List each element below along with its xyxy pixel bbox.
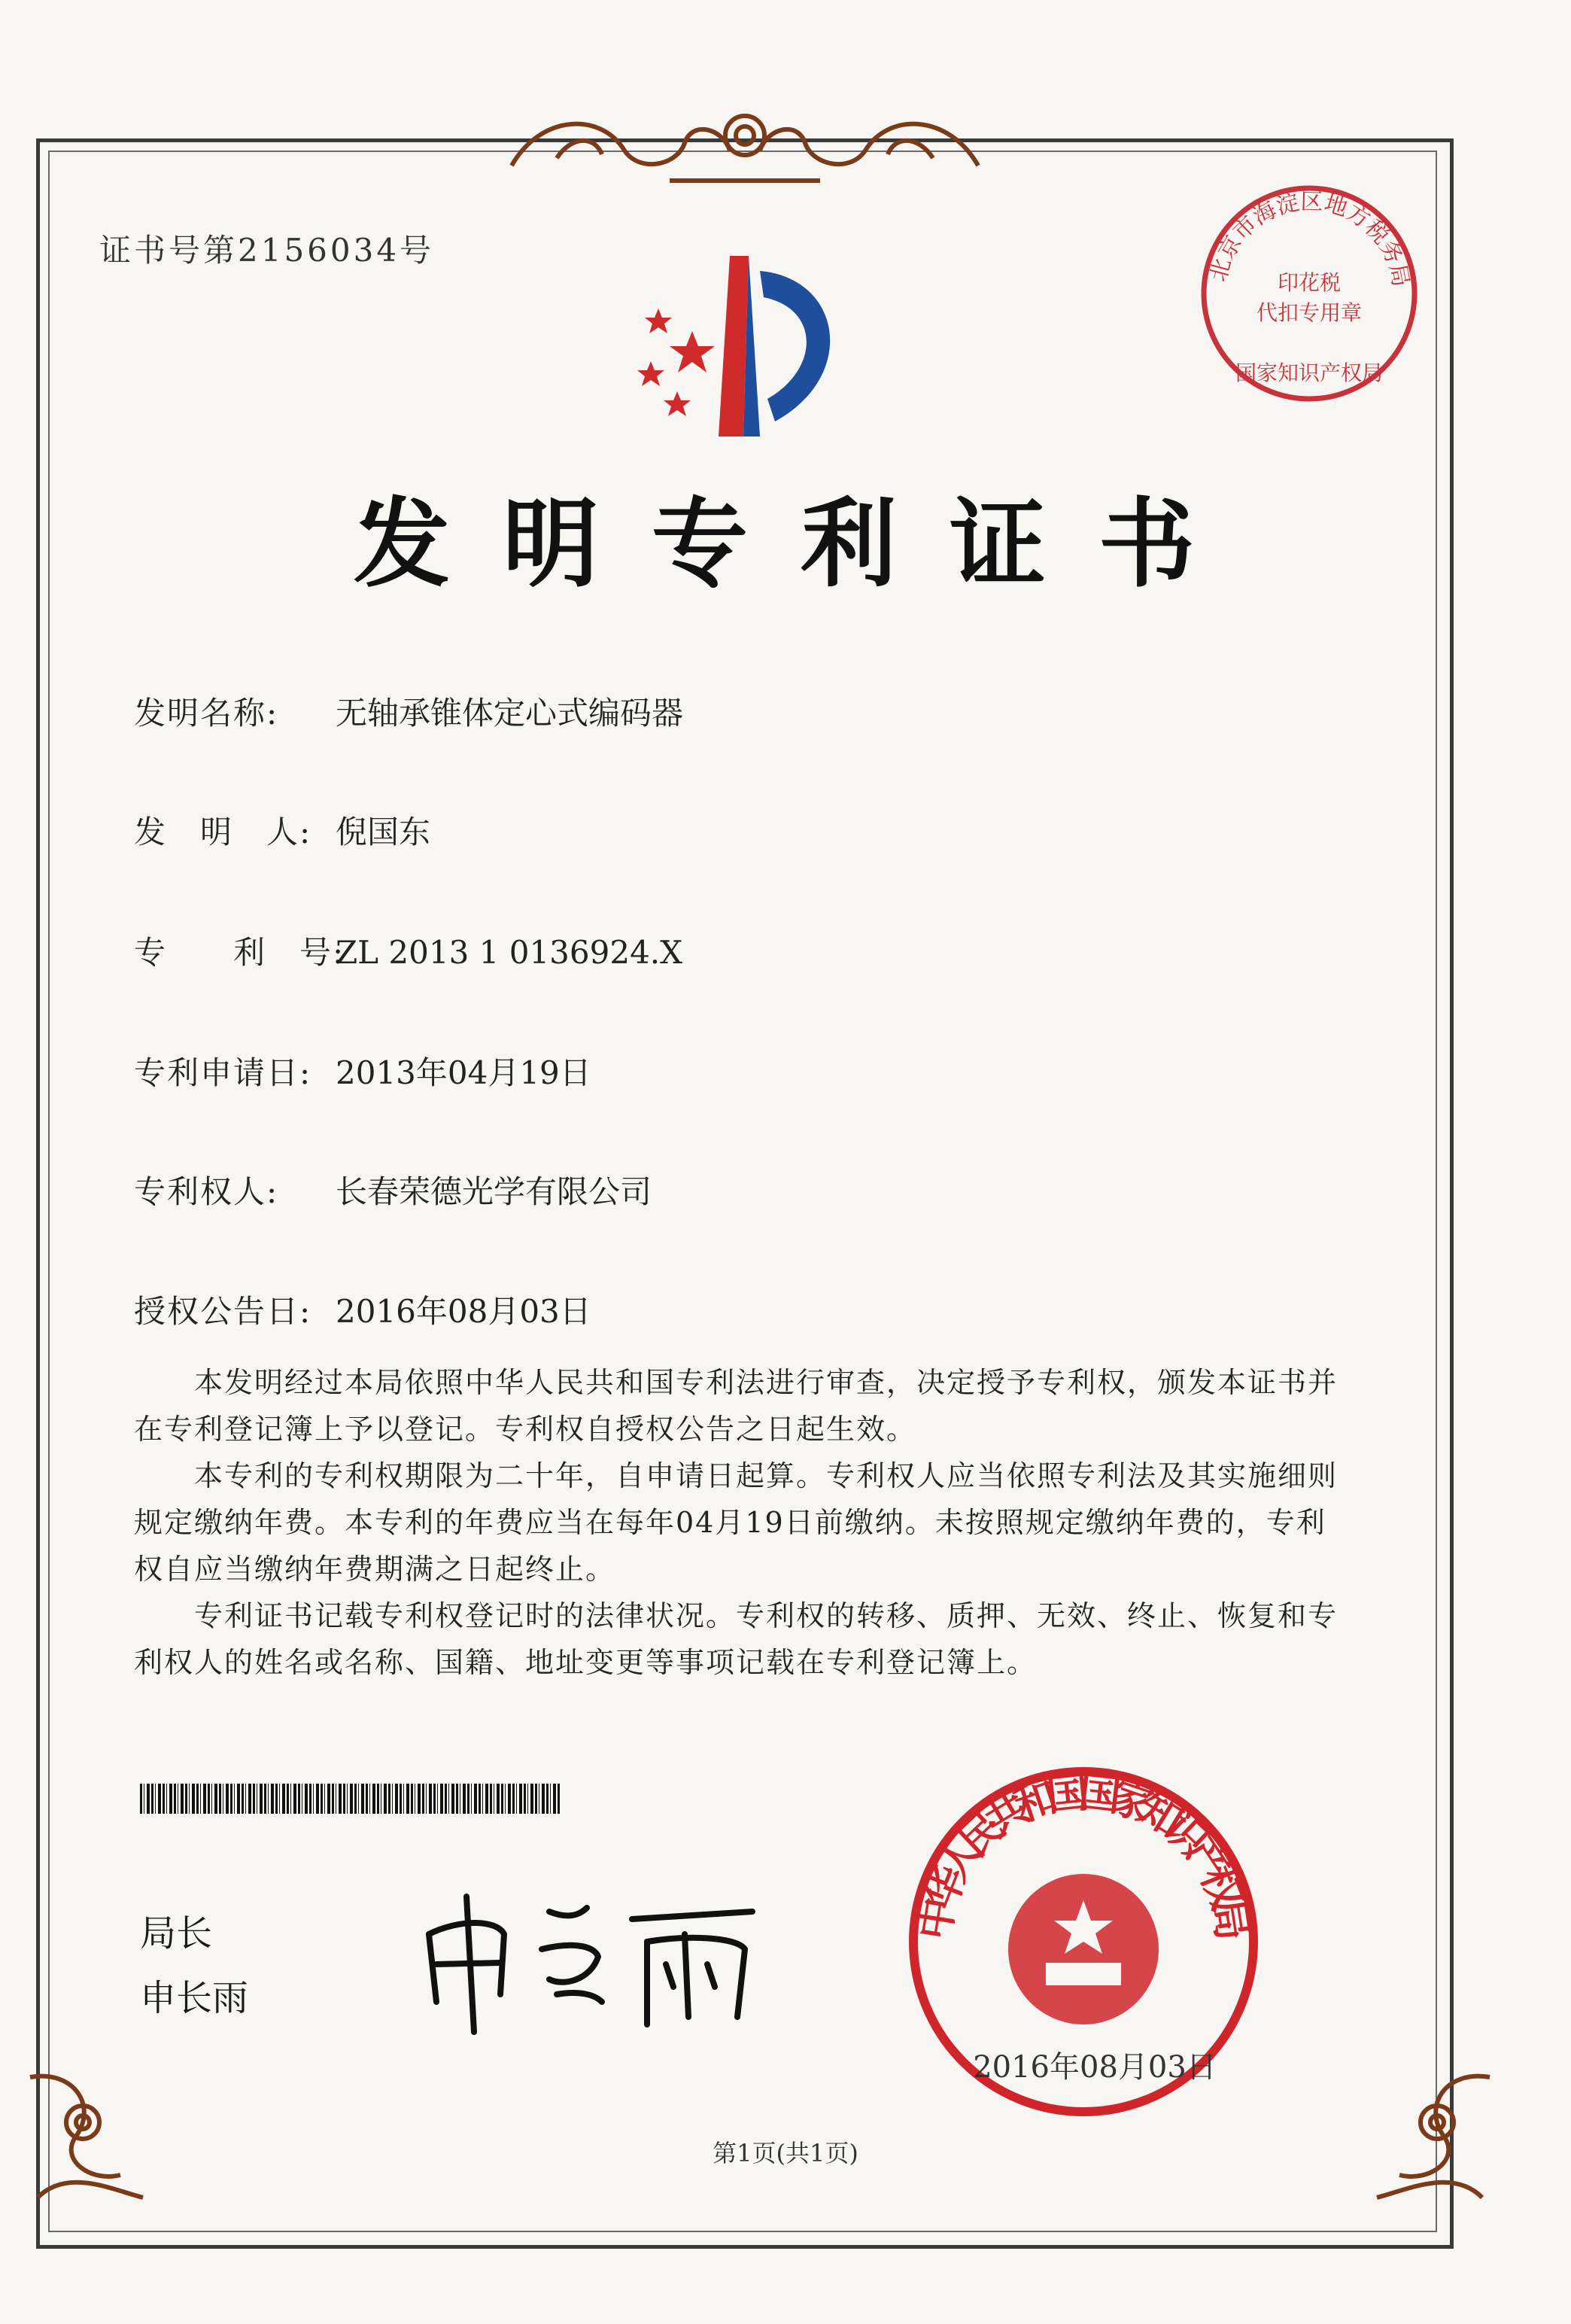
director-title: 局长	[140, 1912, 213, 1954]
certificate-number: 证书号第2156034号	[99, 232, 435, 269]
field-value: ZL 2013 1 0136924.X	[336, 934, 683, 971]
paragraph-term: 本专利的专利权期限为二十年，自申请日起算。专利权人应当依照专利法及其实施细则规定缴纳年费。本专利的年费应当在每年04月19日前缴纳。未按照规定缴纳年费的，专利权自应当缴纳年费期满之日起终止。	[134, 1459, 1339, 1586]
field-value: 无轴承锥体定心式编码器	[336, 695, 684, 732]
field-inventor	[134, 808, 430, 853]
field-value: 2013年04月19日	[336, 1054, 591, 1091]
tax-seal-ring-text: 北京市海淀区地方税务局	[1205, 188, 1415, 289]
tax-seal-bottom: 国家知识产权局	[1235, 360, 1384, 385]
field-patent-number	[134, 928, 682, 973]
paragraph-grant: 本发明经过本局依照中华人民共和国专利法进行审查，决定授予专利权，颁发本证书并在专利登记簿上予以登记。专利权自授权公告之日起生效。	[134, 1366, 1339, 1446]
barcode	[140, 1784, 561, 1814]
signature-icon	[406, 1866, 767, 2040]
bottom-left-ornament-icon	[15, 2047, 166, 2213]
patent-office-seal-icon	[903, 1761, 1264, 2122]
patent-office-logo-icon	[617, 248, 873, 452]
field-label: 授权公告日:	[134, 1293, 312, 1330]
tax-seal-inner-1: 印花税	[1277, 270, 1342, 295]
field-value: 2016年08月03日	[336, 1293, 591, 1330]
field-label: 专利申请日:	[134, 1054, 312, 1091]
field-label: 专利权人:	[134, 1173, 279, 1210]
field-value: 长春荣德光学有限公司	[336, 1173, 652, 1210]
field-label: 发明名称:	[134, 695, 279, 732]
page-number: 第1页(共1页)	[713, 2139, 858, 2167]
director-name: 申长雨	[140, 1977, 249, 2019]
top-ornament-icon	[497, 83, 993, 188]
main-seal-ring-text: 中华人民共和国国家知识产权局	[910, 1768, 1257, 1944]
tax-seal-inner-2: 代扣专用章	[1256, 300, 1363, 325]
field-value: 倪国东	[336, 814, 431, 850]
certificate-title: 发明专利证书	[354, 488, 1248, 601]
paragraph-legal-status: 专利证书记载专利权登记时的法律状况。专利权的转移、质押、无效、终止、恢复和专利权人的姓名或名称、国籍、地址变更等事项记载在专利登记簿上。	[134, 1599, 1339, 1679]
field-patentee	[134, 1167, 652, 1212]
main-seal-date: 2016年08月03日	[973, 2050, 1217, 2085]
bottom-right-ornament-icon	[1354, 2047, 1505, 2213]
field-invention-name	[134, 689, 683, 734]
field-label: 发 明 人:	[134, 814, 312, 850]
field-label: 专 利 号:	[134, 934, 345, 971]
field-grant-date	[134, 1287, 591, 1332]
field-application-date	[134, 1048, 591, 1094]
tax-seal-icon	[1196, 181, 1422, 406]
